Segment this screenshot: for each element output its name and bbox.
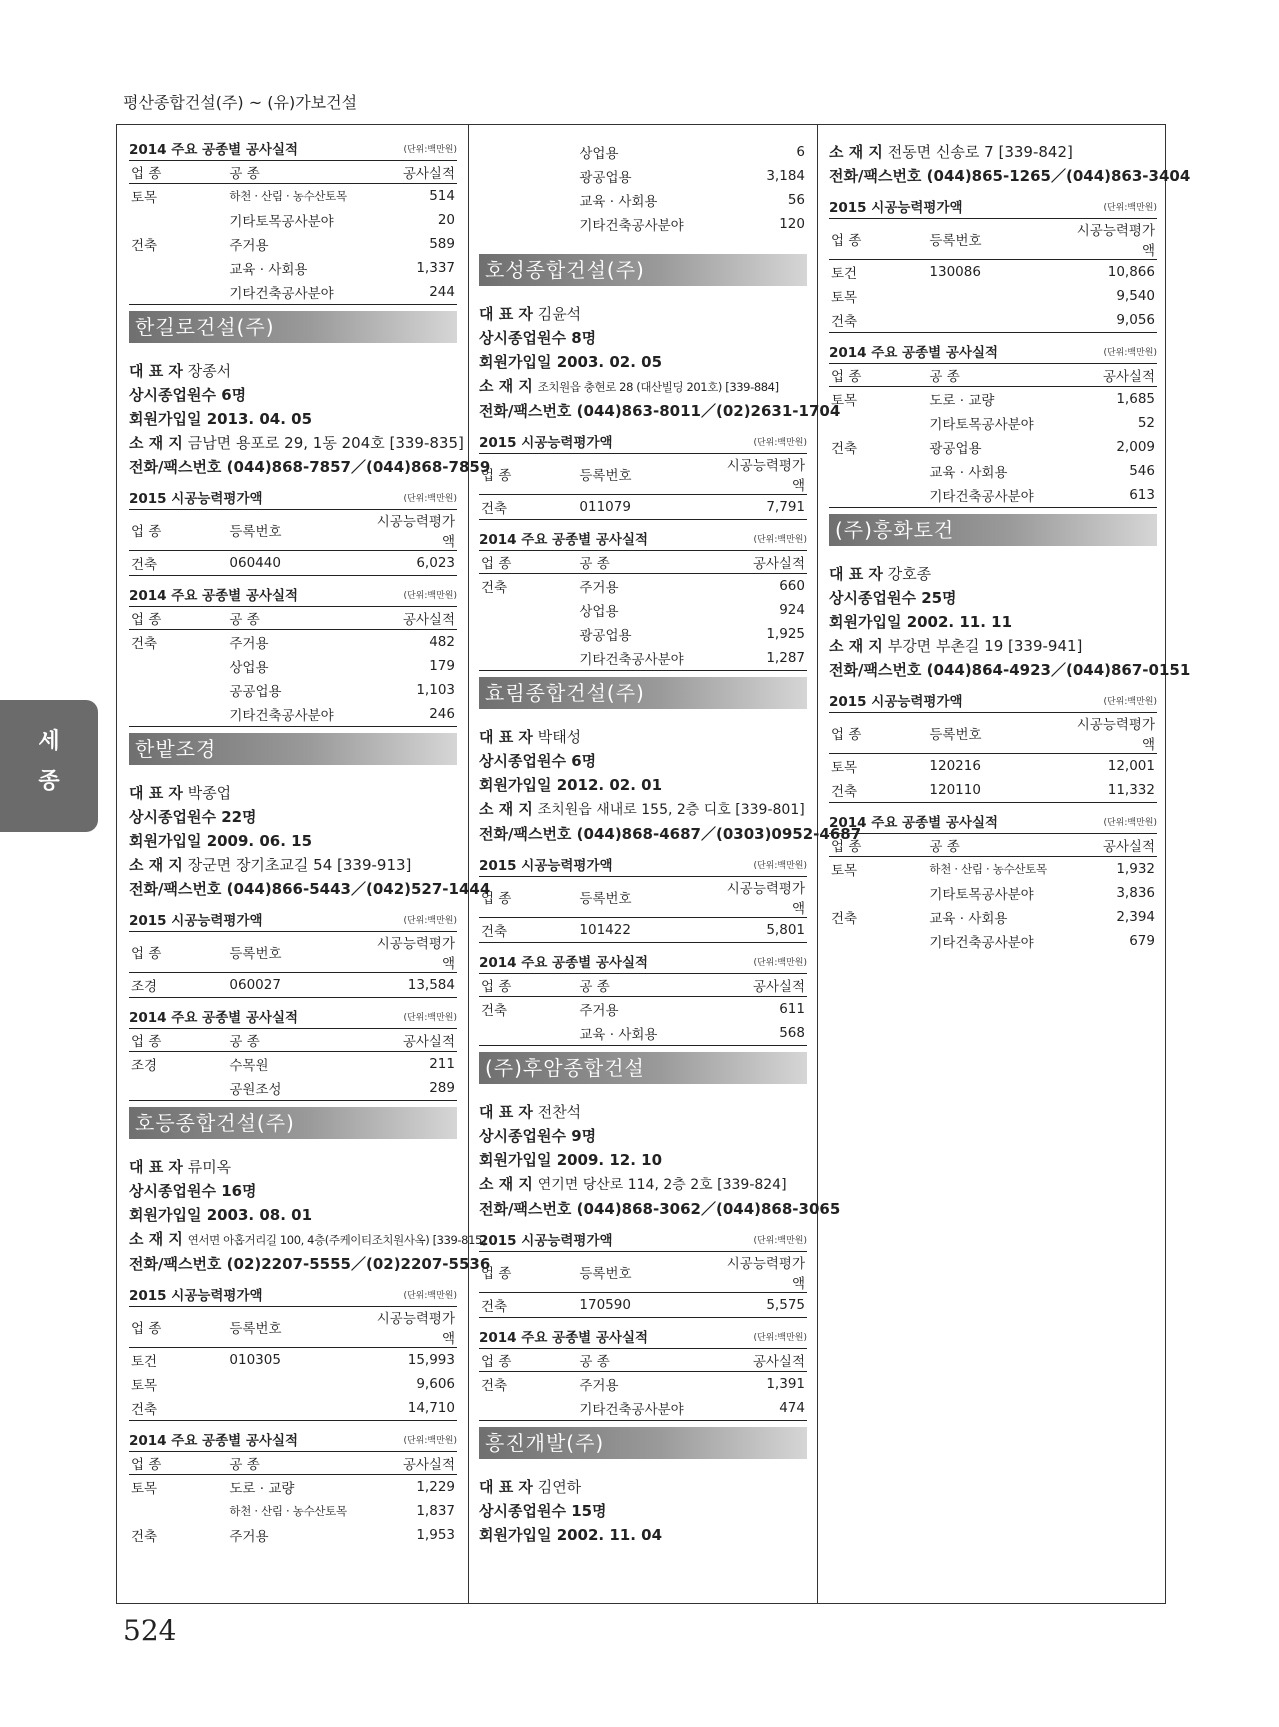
type-cell <box>129 280 227 305</box>
table-row <box>129 551 457 576</box>
type-cell <box>129 702 227 727</box>
table-row <box>829 905 1157 929</box>
perf-table: 업 종 공 종 공사실적 건축 주거용 1,391 기타건축공사분야 474 <box>479 1348 807 1421</box>
type-cell <box>479 164 577 188</box>
type-cell: 건축 <box>129 1396 227 1421</box>
type-cell <box>829 929 927 953</box>
work-cell: 기타건축공사분야 <box>927 483 1065 508</box>
work-cell: 주거용 <box>579 580 619 596</box>
table-row <box>479 1293 807 1318</box>
work-cell: 주거용 <box>229 1529 269 1545</box>
work-cell: 주거용 <box>579 1378 619 1394</box>
table-row <box>479 1021 807 1046</box>
company-info: 대 표 자 류미옥 상시종업원수 16명 회원가입일 2003. 08. 01 소 재 지 연서면 아홉거리길 100, 4층(주케이티조치원사옥) [339-815] 전화/팩스번호 (02)2207-5555／(02)2207-5536 <box>129 1158 491 1273</box>
work-cell: 교육 · 사회용 <box>929 911 1008 927</box>
value-cell: 924 <box>779 602 805 618</box>
value-cell: 1,837 <box>416 1503 455 1519</box>
value-cell: 660 <box>779 578 805 594</box>
table-row <box>829 411 1157 435</box>
table-row <box>479 574 807 599</box>
value-cell: 3,836 <box>1116 885 1155 901</box>
perf-title: 2014 주요 공종별 공사실적 (단위:백만원) <box>129 1433 457 1449</box>
table-row <box>829 929 1157 953</box>
company-info: 대 표 자 강호종 상시종업원수 25명 회원가입일 2002. 11. 11 소 재 지 부강면 부촌길 19 [339-941] 전화/팩스번호 (044)864-4923／(044)867-0151 <box>829 565 1191 679</box>
work-cell: 기타건축공사분야 <box>577 1396 715 1421</box>
perf-block <box>129 140 457 305</box>
table-row <box>829 778 1157 803</box>
company-info: 대 표 자 장종서 상시종업원수 6명 회원가입일 2013. 04. 05 소 재 지 금남면 용포로 29, 1동 204호 [339-835] 전화/팩스번호 (044)868-7857／(044)868-7859 <box>129 362 491 476</box>
work-cell: 공원조성 <box>227 1076 365 1101</box>
value-cell: 12,001 <box>1107 758 1155 774</box>
work-cell: 교육 · 사회용 <box>577 1021 715 1046</box>
type-cell: 건축 <box>831 911 858 927</box>
company-heading: (주)후암종합건설 <box>479 1052 807 1084</box>
table-row <box>829 284 1157 308</box>
cap-table: 업 종 등록번호 시공능력평가액 건축 011079 7,791 <box>479 453 807 520</box>
type-cell: 토목 <box>131 1378 158 1394</box>
table-row <box>479 622 807 646</box>
table-row <box>829 881 1157 905</box>
work-cell: 기타토목공사분야 <box>229 214 334 230</box>
table-row <box>129 973 457 998</box>
section-side-tab <box>0 700 98 832</box>
work-cell: 교육 · 사회용 <box>929 465 1008 481</box>
value-cell: 56 <box>787 192 805 208</box>
type-cell: 건축 <box>131 238 158 254</box>
table-row <box>129 280 457 305</box>
work-cell: 수목원 <box>229 1058 269 1074</box>
perf-table: 업 종 공 종 공사실적 건축 주거용 660 상업용 924 광공업용 1,925 기타건축공사분야 1,287 <box>479 550 807 671</box>
work-cell: 광공업용 <box>579 170 632 186</box>
work-cell <box>927 284 1065 308</box>
side-tab-char: 세 <box>38 729 60 754</box>
type-cell <box>129 256 227 280</box>
type-cell: 건축 <box>479 1293 577 1318</box>
value-cell: 244 <box>365 280 457 305</box>
table-row <box>479 495 807 520</box>
value-cell: 10,866 <box>1107 264 1155 280</box>
type-cell: 건축 <box>829 778 927 803</box>
work-cell: 011079 <box>577 495 715 520</box>
table-row <box>129 654 457 678</box>
value-cell: 289 <box>365 1076 457 1101</box>
type-cell <box>479 1396 577 1421</box>
value-cell: 120 <box>779 216 805 232</box>
type-cell <box>129 208 227 232</box>
table-row <box>129 232 457 256</box>
type-cell: 건축 <box>479 918 577 943</box>
work-cell: 170590 <box>577 1293 715 1318</box>
cap-table: 업 종 등록번호 시공능력평가액 토건 010305 15,993 토목 9,606 건축 14,710 <box>129 1306 457 1421</box>
type-cell <box>829 411 927 435</box>
perf-table: 업 종 공 종 공사실적 토목 도로 · 교량 1,229 하천 · 산림 · 농수산토목 1,837 건축 주거용 1,953 <box>129 1451 457 1547</box>
value-cell: 9,606 <box>416 1376 455 1392</box>
cap-table: 업 종 등록번호 시공능력평가액 토건 130086 10,866 토목 9,540 건축 9,056 <box>829 218 1157 333</box>
value-cell: 20 <box>437 212 455 228</box>
table-row <box>129 1396 457 1421</box>
perf-table: 업 종 공 종 공사실적 건축 주거용 482 상업용 179 공공업용 1,103 기타건축공사분야 246 <box>129 606 457 727</box>
perf-title: 2014 주요 공종별 공사실적 (단위:백만원) <box>479 532 807 548</box>
table-row <box>129 630 457 655</box>
type-cell: 토목 <box>831 393 858 409</box>
table-row <box>479 997 807 1022</box>
company-info-continued: 소 재 지 전동면 신송로 7 [339-842] 전화/팩스번호 (044)865-1265／(044)863-3404 <box>829 143 1191 185</box>
side-tab-char: 종 <box>38 769 60 794</box>
value-cell: 1,103 <box>416 682 455 698</box>
work-cell: 상업용 <box>579 146 619 162</box>
value-cell: 15,993 <box>407 1352 455 1368</box>
table-row <box>129 702 457 727</box>
work-cell: 상업용 <box>229 660 269 676</box>
work-cell: 010305 <box>229 1352 281 1368</box>
value-cell: 1,391 <box>766 1376 805 1392</box>
table-row <box>129 678 457 702</box>
perf-title: 2014 주요 공종별 공사실적 (단위:백만원) <box>479 1330 807 1346</box>
value-cell: 9,056 <box>1065 308 1157 333</box>
work-cell: 광공업용 <box>579 628 632 644</box>
perf-table: 업 종 공 종 공사실적 건축 주거용 611 교육 · 사회용 568 <box>479 973 807 1046</box>
table-row <box>829 459 1157 483</box>
type-cell: 건축 <box>479 495 577 520</box>
work-cell: 주거용 <box>579 1003 619 1019</box>
type-cell <box>129 678 227 702</box>
value-cell: 6,023 <box>365 551 457 576</box>
type-cell <box>479 646 577 671</box>
company-info: 대 표 자 박종업 상시종업원수 22명 회원가입일 2009. 06. 15 소 재 지 장군면 장기초교길 54 [339-913] 전화/팩스번호 (044)866-5443／(042)527-1444 <box>129 784 491 898</box>
value-cell: 1,925 <box>766 626 805 642</box>
cap-title: 2015 시공능력평가액 (단위:백만원) <box>829 200 1157 216</box>
work-cell: 기타토목공사분야 <box>929 417 1034 433</box>
type-cell: 토목 <box>831 290 858 306</box>
company-info: 대 표 자 김윤석 상시종업원수 8명 회원가입일 2003. 02. 05 소 재 지 조치원읍 충현로 28 (대산빌딩 201호) [339-884] 전화/팩스번호 (044)863-8011／(02)2631-1704 <box>479 305 841 420</box>
work-cell: 120216 <box>929 758 981 774</box>
table-row <box>129 1076 457 1101</box>
work-cell: 060027 <box>227 973 365 998</box>
table-row <box>829 483 1157 508</box>
perf-title: 2014 주요 공종별 공사실적 (단위:백만원) <box>479 955 807 971</box>
work-cell <box>227 1372 365 1396</box>
work-cell: 130086 <box>929 264 981 280</box>
value-cell: 13,584 <box>365 973 457 998</box>
company-info: 대 표 자 박태성 상시종업원수 6명 회원가입일 2012. 02. 01 소 재 지 조치원읍 새내로 155, 2층 디호 [339-801] 전화/팩스번호 (044)868-4687／(0303)0952-4687 <box>479 728 862 843</box>
value-cell: 514 <box>429 188 455 204</box>
table-row <box>129 184 457 209</box>
company-info: 대 표 자 전찬석 상시종업원수 9명 회원가입일 2009. 12. 10 소 재 지 연기면 당산로 114, 2층 2호 [339-824] 전화/팩스번호 (044)868-3062／(044)868-3065 <box>479 1103 841 1218</box>
work-cell: 120110 <box>927 778 1065 803</box>
table-row <box>129 1372 457 1396</box>
value-cell: 474 <box>715 1396 807 1421</box>
cap-title: 2015 시공능력평가액 (단위:백만원) <box>479 435 807 451</box>
value-cell: 482 <box>429 634 455 650</box>
value-cell: 1,337 <box>416 260 455 276</box>
company-heading: (주)흥화토건 <box>829 514 1157 546</box>
perf-title: 2014 주요 공종별 공사실적 (단위:백만원) <box>829 345 1157 361</box>
value-cell: 9,540 <box>1116 288 1155 304</box>
value-cell: 679 <box>1129 933 1155 949</box>
table-row <box>479 918 807 943</box>
type-cell <box>129 1499 227 1523</box>
type-cell <box>479 1021 577 1046</box>
running-header: 평산종합건설(주) ~ (유)가보건설 <box>123 93 358 112</box>
type-cell <box>829 881 927 905</box>
work-cell: 하천 · 산림 · 농수산토목 <box>229 1504 347 1518</box>
work-cell: 101422 <box>577 918 715 943</box>
value-cell: 211 <box>429 1056 455 1072</box>
cap-title: 2015 시공능력평가액 (단위:백만원) <box>479 858 807 874</box>
type-cell <box>479 622 577 646</box>
value-cell: 2,394 <box>1116 909 1155 925</box>
table-row <box>479 1372 807 1397</box>
type-cell: 토건 <box>131 1354 158 1370</box>
value-cell: 1,229 <box>416 1479 455 1495</box>
cap-table: 업 종 등록번호 시공능력평가액 건축 060440 6,023 <box>129 509 457 576</box>
cap-title: 2015 시공능력평가액 (단위:백만원) <box>479 1233 807 1249</box>
work-cell: 교육 · 사회용 <box>229 262 308 278</box>
value-cell: 52 <box>1137 415 1155 431</box>
value-cell: 6 <box>796 144 805 160</box>
type-cell <box>479 188 577 212</box>
value-cell: 589 <box>429 236 455 252</box>
value-cell: 5,575 <box>715 1293 807 1318</box>
type-cell <box>479 598 577 622</box>
work-cell: 교육 · 사회용 <box>579 194 658 210</box>
cap-table: 업 종 등록번호 시공능력평가액 조경 060027 13,584 <box>129 931 457 998</box>
perf-title: 2014 주요 공종별 공사실적 (단위:백만원) <box>129 1010 457 1026</box>
work-cell: 기타건축공사분야 <box>227 702 365 727</box>
value-cell: 179 <box>429 658 455 674</box>
work-cell: 도로 · 교량 <box>229 1481 295 1497</box>
value-cell: 14,710 <box>365 1396 457 1421</box>
table-row <box>129 1348 457 1373</box>
type-cell: 조경 <box>131 1058 158 1074</box>
work-cell <box>927 308 1065 333</box>
table-row <box>829 387 1157 412</box>
table-row <box>129 1523 457 1547</box>
type-cell: 건축 <box>129 551 227 576</box>
cap-title: 2015 시공능력평가액 (단위:백만원) <box>129 1288 457 1304</box>
work-cell: 상업용 <box>579 604 619 620</box>
type-cell: 건축 <box>481 1003 508 1019</box>
work-cell: 주거용 <box>229 636 269 652</box>
value-cell: 1,953 <box>416 1527 455 1543</box>
type-cell: 건축 <box>829 308 927 333</box>
cap-table: 업 종 등록번호 시공능력평가액 건축 101422 5,801 <box>479 876 807 943</box>
table-row <box>479 188 807 212</box>
table-row <box>829 260 1157 285</box>
table-row <box>479 598 807 622</box>
cap-table: 업 종 등록번호 시공능력평가액 건축 170590 5,575 <box>479 1251 807 1318</box>
column-divider <box>817 124 818 1604</box>
table-row <box>129 1499 457 1523</box>
cap-title: 2015 시공능력평가액 (단위:백만원) <box>129 491 457 507</box>
value-cell: 246 <box>365 702 457 727</box>
type-cell: 토목 <box>131 190 158 206</box>
table-row <box>479 1396 807 1421</box>
work-cell: 기타토목공사분야 <box>929 887 1034 903</box>
work-cell: 주거용 <box>229 238 269 254</box>
work-cell: 060440 <box>227 551 365 576</box>
perf-table: 업 종 공 종 공사실적 토목 하천 · 산림 · 농수산토목 514 기타토목공사분야 20 건축 주거용 589 교육 · 사회용 1,337 기타건축공사분야 244 <box>129 160 457 305</box>
perf-table: 업 종 공 종 공사실적 토목 하천 · 산림 · 농수산토목 1,932 기타토목공사분야 3,836 건축 교육 · 사회용 2,394 기타건축공사분야 679 <box>829 833 1157 953</box>
perf-title: 2014 주요 공종별 공사실적 (단위:백만원) <box>129 142 457 158</box>
value-cell: 1,287 <box>715 646 807 671</box>
type-cell <box>129 1076 227 1101</box>
type-cell: 토목 <box>831 760 858 776</box>
value-cell: 5,801 <box>715 918 807 943</box>
table-row <box>829 435 1157 459</box>
type-cell <box>479 212 577 236</box>
type-cell: 건축 <box>481 580 508 596</box>
company-heading: 흥진개발(주) <box>479 1427 807 1459</box>
table-row <box>129 1052 457 1077</box>
type-cell: 건축 <box>831 441 858 457</box>
table-row <box>129 208 457 232</box>
type-cell: 건축 <box>131 636 158 652</box>
value-cell: 1,932 <box>1116 861 1155 877</box>
work-cell: 도로 · 교량 <box>929 393 995 409</box>
value-cell: 546 <box>1129 463 1155 479</box>
work-cell <box>227 1396 365 1421</box>
cap-table: 업 종 등록번호 시공능력평가액 토목 120216 12,001 건축 120110 11,332 <box>829 712 1157 803</box>
company-heading: 호등종합건설(주) <box>129 1107 457 1139</box>
value-cell: 3,184 <box>766 168 805 184</box>
company-heading: 한밭조경 <box>129 733 457 765</box>
table-row <box>829 308 1157 333</box>
company-heading: 한길로건설(주) <box>129 311 457 343</box>
cap-title: 2015 시공능력평가액 (단위:백만원) <box>829 694 1157 710</box>
type-cell: 건축 <box>481 1378 508 1394</box>
type-cell: 토건 <box>831 266 858 282</box>
value-cell: 568 <box>715 1021 807 1046</box>
work-cell: 기타건축공사분야 <box>227 280 365 305</box>
table-row <box>479 212 807 236</box>
table-row <box>129 1475 457 1500</box>
column-3 <box>829 140 1191 953</box>
work-cell: 광공업용 <box>929 441 982 457</box>
column-divider <box>468 124 469 1604</box>
company-heading: 효림종합건설(주) <box>479 677 807 709</box>
work-cell: 공공업용 <box>229 684 282 700</box>
table-row <box>829 857 1157 882</box>
type-cell: 조경 <box>129 973 227 998</box>
perf-table-continued <box>479 140 807 236</box>
perf-title: 2014 주요 공종별 공사실적 (단위:백만원) <box>829 815 1157 831</box>
type-cell <box>129 654 227 678</box>
type-cell <box>829 459 927 483</box>
table-row <box>479 164 807 188</box>
value-cell: 11,332 <box>1065 778 1157 803</box>
work-cell: 하천 · 산림 · 농수산토목 <box>929 862 1047 876</box>
perf-title: 2014 주요 공종별 공사실적 (단위:백만원) <box>129 588 457 604</box>
page-number: 524 <box>123 1614 177 1647</box>
table-row <box>479 646 807 671</box>
work-cell: 기타건축공사분야 <box>929 935 1034 951</box>
perf-table: 업 종 공 종 공사실적 토목 도로 · 교량 1,685 기타토목공사분야 52 건축 광공업용 2,009 교육 · 사회용 546 기타건축공사분야 613 <box>829 363 1157 508</box>
value-cell: 1,685 <box>1116 391 1155 407</box>
value-cell: 613 <box>1065 483 1157 508</box>
type-cell <box>829 483 927 508</box>
type-cell <box>479 140 577 164</box>
type-cell: 건축 <box>131 1529 158 1545</box>
company-info: 대 표 자 김연하 상시종업원수 15명 회원가입일 2002. 11. 04 <box>479 1478 663 1544</box>
table-row <box>829 754 1157 779</box>
work-cell: 하천 · 산림 · 농수산토목 <box>229 189 347 203</box>
type-cell: 토목 <box>131 1481 158 1497</box>
cap-title: 2015 시공능력평가액 (단위:백만원) <box>129 913 457 929</box>
value-cell: 611 <box>779 1001 805 1017</box>
table-row <box>479 140 807 164</box>
perf-table: 업 종 공 종 공사실적 조경 수목원 211 공원조성 289 <box>129 1028 457 1101</box>
type-cell: 토목 <box>831 863 858 879</box>
column-1 <box>129 140 491 1547</box>
work-cell: 기타건축공사분야 <box>577 646 715 671</box>
value-cell: 7,791 <box>715 495 807 520</box>
value-cell: 2,009 <box>1116 439 1155 455</box>
company-heading: 호성종합건설(주) <box>479 254 807 286</box>
table-row <box>129 256 457 280</box>
work-cell: 기타건축공사분야 <box>579 218 684 234</box>
